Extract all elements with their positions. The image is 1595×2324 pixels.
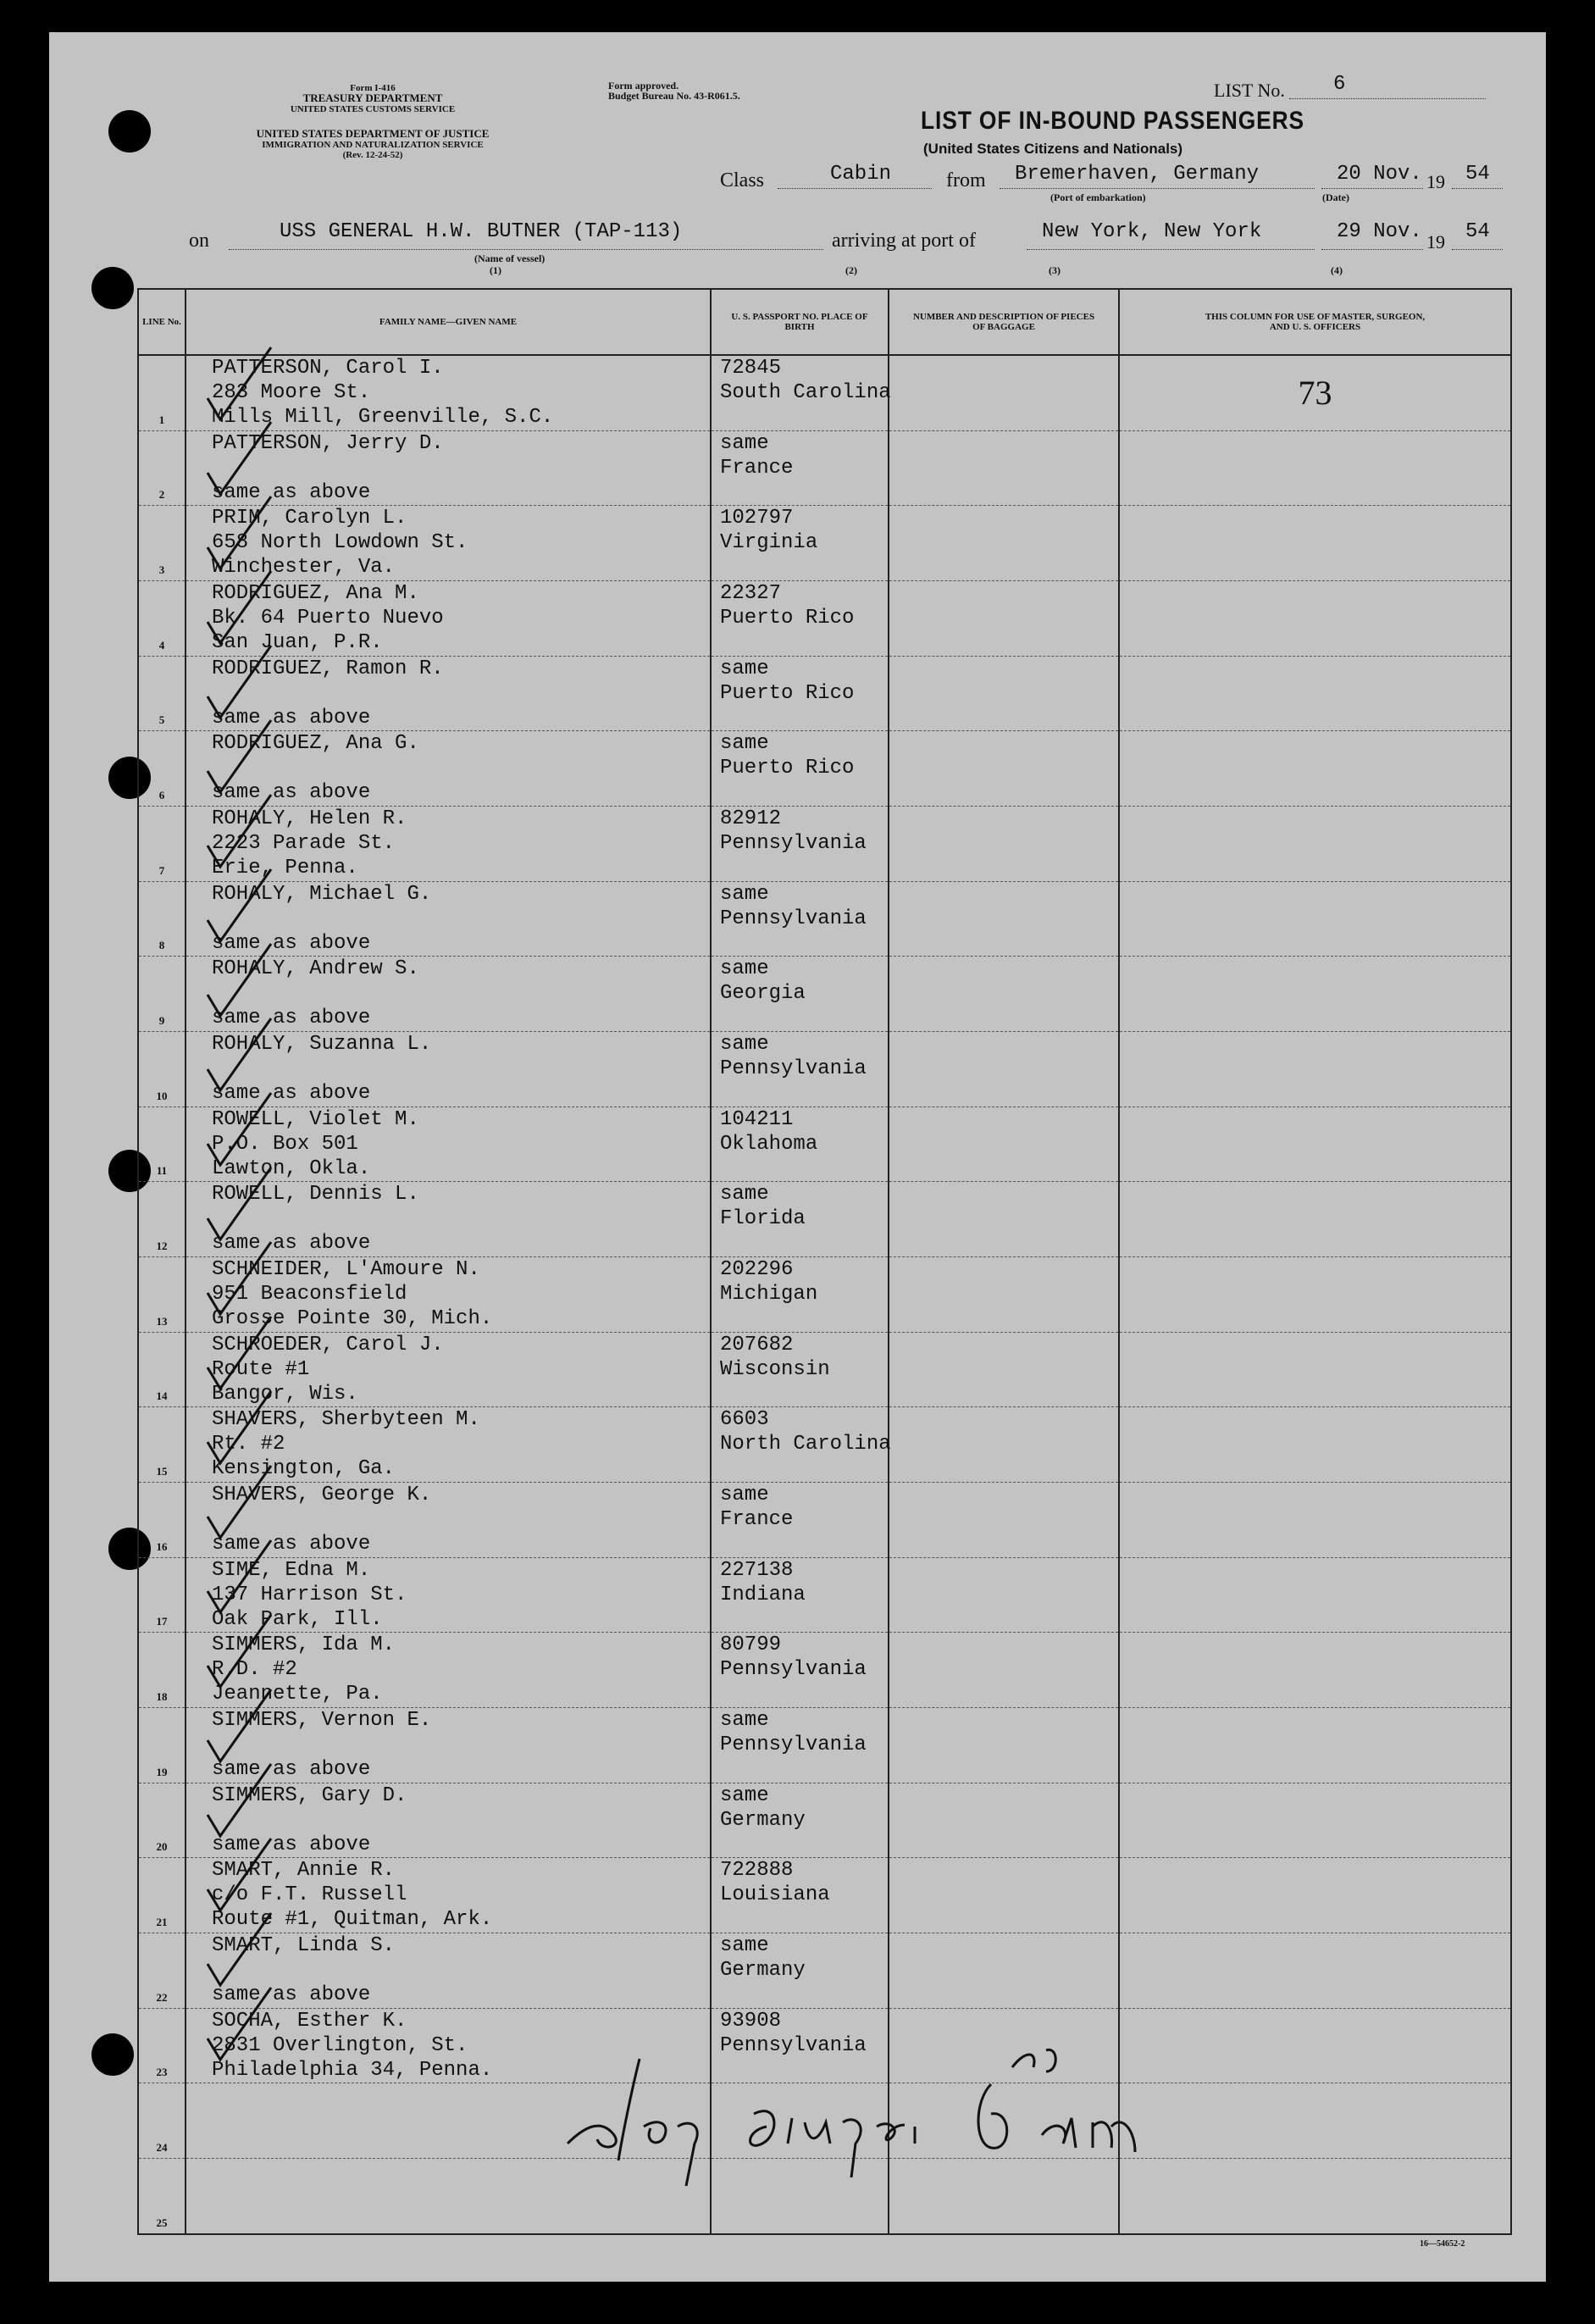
- line-number: 22: [138, 1933, 186, 2009]
- passenger-name: SIMMERS, Ida M.: [212, 1633, 396, 1657]
- passenger-address-line: 283 Moore St.: [212, 381, 371, 404]
- passport-birthplace: [711, 355, 889, 430]
- place-of-birth: North Carolina: [720, 1433, 891, 1456]
- passenger-name: PATTERSON, Carol I.: [212, 357, 444, 380]
- officer-cell: [1119, 807, 1511, 882]
- passport-number: 227138: [720, 1558, 794, 1582]
- officer-cell: [1119, 1708, 1511, 1783]
- passport-birthplace: [711, 430, 889, 506]
- place-of-birth: Pennsylvania: [720, 1057, 867, 1081]
- treasury-dept: TREASURY DEPARTMENT: [302, 92, 443, 104]
- place-of-birth: Virginia: [720, 531, 818, 555]
- arrival-port-line: [1027, 249, 1315, 250]
- passport-birthplace: [711, 1557, 889, 1633]
- baggage-cell: [889, 1332, 1119, 1407]
- arrival-year: 54: [1465, 220, 1490, 243]
- from-line: [1000, 188, 1315, 189]
- year-line: [1452, 188, 1503, 189]
- passport-number: 722888: [720, 1859, 794, 1883]
- class-label: Class: [720, 169, 765, 191]
- passenger-address-line: same as above: [212, 1533, 371, 1556]
- place-of-birth: Pennsylvania: [720, 1733, 867, 1757]
- passport-birthplace: [711, 1708, 889, 1783]
- officer-cell: [1119, 1257, 1511, 1333]
- passenger-address-line: Grosse Pointe 30, Mich.: [212, 1307, 493, 1331]
- passenger-name: SHAVERS, George K.: [212, 1484, 432, 1507]
- baggage-cell: [889, 506, 1119, 581]
- baggage-cell: [889, 656, 1119, 731]
- line-number: 20: [138, 1783, 186, 1858]
- passport-birthplace: [711, 1783, 889, 1858]
- customs-service: UNITED STATES CUSTOMS SERVICE: [290, 104, 456, 114]
- arrival-year-line: [1452, 249, 1503, 250]
- passenger-address-line: [212, 2208, 710, 2232]
- passport-birthplace: [711, 656, 889, 731]
- handwritten-signature: [551, 2033, 1177, 2194]
- place-of-birth: Florida: [720, 1207, 806, 1231]
- passport-number: same: [720, 1033, 769, 1057]
- place-of-birth: France: [720, 1508, 794, 1532]
- line-number: 21: [138, 1858, 186, 1933]
- line-number: 10: [138, 1032, 186, 1107]
- passenger-name: SHAVERS, Sherbyteen M.: [212, 1408, 480, 1432]
- passport-number: 202296: [720, 1258, 794, 1282]
- passenger-name: RODRIGUEZ, Ana M.: [212, 582, 419, 606]
- officer-cell: [1119, 1783, 1511, 1858]
- passenger-address-line: Lawton, Okla.: [212, 1156, 371, 1180]
- passport-number: same: [720, 1709, 769, 1733]
- place-of-birth: Pennsylvania: [720, 907, 867, 930]
- passenger-name: SOCHA, Esther K.: [212, 2009, 407, 2033]
- col-marker-4: (4): [1331, 264, 1343, 276]
- passenger-address-line: Route #1: [212, 1357, 310, 1381]
- passenger-address-line: San Juan, P.R.: [212, 631, 383, 655]
- passenger-address-line: 658 North Lowdown St.: [212, 531, 468, 555]
- passenger-address-line: Erie, Penna.: [212, 857, 358, 880]
- passenger-name: SCHROEDER, Carol J.: [212, 1333, 444, 1356]
- baggage-cell: [889, 731, 1119, 807]
- officer-cell: [1119, 1332, 1511, 1407]
- passenger-name: RODRIGUEZ, Ramon R.: [212, 657, 444, 680]
- passenger-name: PATTERSON, Jerry D.: [212, 431, 444, 455]
- officer-cell: [1119, 957, 1511, 1032]
- col-marker-2: (2): [845, 264, 857, 276]
- passenger-address-line: Oak Park, Ill.: [212, 1607, 383, 1631]
- passport-birthplace: [711, 1407, 889, 1483]
- line-number: 19: [138, 1708, 186, 1783]
- passport-number: same: [720, 957, 769, 981]
- list-no-label: LIST No.: [1214, 80, 1285, 101]
- passport-number: 72845: [720, 357, 782, 380]
- place-of-birth: Georgia: [720, 982, 806, 1006]
- place-of-birth: South Carolina: [720, 381, 891, 404]
- line-number: 16: [138, 1483, 186, 1558]
- place-of-birth: France: [720, 456, 794, 480]
- officer-cell: [1119, 2083, 1511, 2159]
- passenger-address-line: same as above: [212, 1007, 371, 1030]
- passenger-address-line: same as above: [212, 480, 371, 504]
- on-label: on: [189, 230, 209, 252]
- officer-count: 73: [1119, 355, 1511, 430]
- header-name: FAMILY NAME—GIVEN NAME: [186, 289, 711, 355]
- place-of-birth: Michigan: [720, 1283, 818, 1306]
- passenger-address-line: Kensington, Ga.: [212, 1457, 396, 1481]
- baggage-cell: [889, 1933, 1119, 2009]
- passport-birthplace: [711, 1858, 889, 1933]
- header-line-no: LINE No.: [138, 289, 186, 355]
- officer-cell: [1119, 1407, 1511, 1483]
- officer-cell: [1119, 1107, 1511, 1182]
- passenger-address-line: Philadelphia 34, Penna.: [212, 2058, 493, 2082]
- line-number: 12: [138, 1182, 186, 1257]
- passenger-address-line: 137 Harrison St.: [212, 1583, 407, 1606]
- officer-cell: [1119, 656, 1511, 731]
- place-of-birth: Germany: [720, 1808, 806, 1832]
- officer-cell: [1119, 2159, 1511, 2234]
- form-number: Form I-416: [350, 83, 396, 93]
- place-of-birth: Pennsylvania: [720, 832, 867, 856]
- arrival-port: New York, New York: [1042, 220, 1262, 243]
- depart-year: 54: [1465, 163, 1490, 186]
- passenger-address-line: same as above: [212, 781, 371, 805]
- col-marker-1: (1): [490, 264, 501, 276]
- passport-number: same: [720, 882, 769, 906]
- baggage-cell: [889, 1257, 1119, 1333]
- date-line: [1321, 188, 1423, 189]
- list-no-line: [1289, 98, 1486, 99]
- line-number: 7: [138, 807, 186, 882]
- place-of-birth: Indiana: [720, 1583, 806, 1606]
- passport-number: same: [720, 657, 769, 680]
- passport-number: 207682: [720, 1333, 794, 1356]
- form-approved: Form approved.: [608, 80, 679, 92]
- class-line: [778, 188, 932, 189]
- officer-cell: [1119, 1032, 1511, 1107]
- baggage-cell: [889, 430, 1119, 506]
- depart-day: 20 Nov.: [1337, 163, 1422, 186]
- place-of-birth: Pennsylvania: [720, 2033, 867, 2057]
- baggage-cell: [889, 1483, 1119, 1558]
- baggage-cell: [889, 581, 1119, 657]
- officer-cell: [1119, 1858, 1511, 1933]
- line-number: 11: [138, 1107, 186, 1182]
- passport-birthplace: [711, 881, 889, 957]
- class-value: Cabin: [830, 163, 892, 186]
- passenger-address-line: Bangor, Wis.: [212, 1382, 358, 1406]
- passport-birthplace: [711, 1107, 889, 1182]
- passport-number: 22327: [720, 582, 782, 606]
- passenger-address-line: 2831 Overlington, St.: [212, 2033, 468, 2057]
- arrival-date-line: [1321, 249, 1423, 250]
- passenger-address-line: Route #1, Quitman, Ark.: [212, 1908, 493, 1932]
- passenger-address-line: same as above: [212, 1232, 371, 1256]
- place-of-birth: Wisconsin: [720, 1357, 830, 1381]
- line-number: 15: [138, 1407, 186, 1483]
- line-number: 2: [138, 430, 186, 506]
- baggage-cell: [889, 1182, 1119, 1257]
- line-number: 13: [138, 1257, 186, 1333]
- passport-number: same: [720, 732, 769, 756]
- line-number: 23: [138, 2008, 186, 2083]
- vessel-line: [229, 249, 823, 250]
- page-title: LIST OF IN-BOUND PASSENGERS: [921, 107, 1305, 135]
- line-number: 5: [138, 656, 186, 731]
- line-number: 1: [138, 355, 186, 430]
- passport-number: same: [720, 1934, 769, 1958]
- passport-birthplace: [711, 1182, 889, 1257]
- line-number: 9: [138, 957, 186, 1032]
- line-number: 14: [138, 1332, 186, 1407]
- officer-cell: [1119, 881, 1511, 957]
- passport-number: same: [720, 1183, 769, 1206]
- justice-dept: UNITED STATES DEPARTMENT OF JUSTICE: [256, 127, 490, 140]
- binder-hole: [91, 2033, 134, 2076]
- col-marker-3: (3): [1049, 264, 1061, 276]
- from-label: from: [946, 169, 986, 191]
- passport-number: 82912: [720, 807, 782, 831]
- passenger-address-line: Rt. #2: [212, 1433, 285, 1456]
- officer-cell: [1119, 1557, 1511, 1633]
- passport-birthplace: [711, 506, 889, 581]
- passport-number: same: [720, 1484, 769, 1507]
- passport-birthplace: [711, 1633, 889, 1708]
- passenger-name: ROWELL, Dennis L.: [212, 1183, 419, 1206]
- baggage-cell: [889, 1708, 1119, 1783]
- line-number: 8: [138, 881, 186, 957]
- passenger-name: SIMMERS, Gary D.: [212, 1783, 407, 1807]
- passenger-address-line: c/o F.T. Russell: [212, 1883, 407, 1907]
- baggage-cell: [889, 881, 1119, 957]
- passenger-name: SMART, Linda S.: [212, 1934, 396, 1958]
- passenger-name: ROWELL, Violet M.: [212, 1107, 419, 1131]
- passport-birthplace: [711, 1257, 889, 1333]
- page-subtitle: (United States Citizens and Nationals): [923, 141, 1183, 157]
- place-of-birth: Puerto Rico: [720, 681, 855, 705]
- officer-cell: [1119, 1933, 1511, 2009]
- passenger-address-line: Winchester, Va.: [212, 556, 396, 580]
- header-officers: THIS COLUMN FOR USE OF MASTER, SURGEON, AND U. S. OFFICERS: [1119, 289, 1511, 355]
- officer-cell: [1119, 731, 1511, 807]
- baggage-cell: [889, 1107, 1119, 1182]
- line-number: 24: [138, 2083, 186, 2159]
- passport-birthplace: [711, 581, 889, 657]
- vessel-name: USS GENERAL H.W. BUTNER (TAP-113): [280, 220, 683, 243]
- checkmarks: [186, 339, 356, 2118]
- binder-hole: [108, 110, 151, 153]
- passenger-address-line: same as above: [212, 931, 371, 955]
- passenger-name: PRIM, Carolyn L.: [212, 507, 407, 530]
- baggage-cell: [889, 807, 1119, 882]
- passport-birthplace: [711, 1933, 889, 2009]
- baggage-cell: [889, 957, 1119, 1032]
- line-number: 18: [138, 1633, 186, 1708]
- passport-number: 102797: [720, 507, 794, 530]
- port-caption: (Port of embarkation): [1050, 191, 1146, 203]
- passport-number: same: [720, 431, 769, 455]
- officer-cell: [1119, 1182, 1511, 1257]
- passenger-name: SIME, Edna M.: [212, 1558, 371, 1582]
- baggage-cell: [889, 1407, 1119, 1483]
- passport-number: 93908: [720, 2009, 782, 2033]
- form-print-code: 16—54652-2: [1420, 2239, 1465, 2249]
- passenger-address-line: Bk. 64 Puerto Nuevo: [212, 607, 444, 630]
- passport-number: same: [720, 1783, 769, 1807]
- baggage-cell: [889, 1858, 1119, 1933]
- passenger-address-line: 2223 Parade St.: [212, 832, 396, 856]
- officer-cell: [1119, 506, 1511, 581]
- officer-cell: [1119, 430, 1511, 506]
- baggage-cell: [889, 355, 1119, 430]
- passenger-name: SCHNEIDER, L'Amoure N.: [212, 1258, 480, 1282]
- line-number: 3: [138, 506, 186, 581]
- passenger-address-line: P.O. Box 501: [212, 1132, 358, 1156]
- baggage-cell: [889, 1633, 1119, 1708]
- header-passport: U. S. PASSPORT NO. PLACE OF BIRTH: [711, 289, 889, 355]
- passport-birthplace: [711, 731, 889, 807]
- place-of-birth: Puerto Rico: [720, 757, 855, 780]
- passport-birthplace: [711, 1032, 889, 1107]
- place-of-birth: Louisiana: [720, 1883, 830, 1907]
- passport-number: 6603: [720, 1408, 769, 1432]
- passenger-name: SIMMERS, Vernon E.: [212, 1709, 432, 1733]
- passenger-address-line: 951 Beaconsfield: [212, 1283, 407, 1306]
- place-of-birth: Puerto Rico: [720, 607, 855, 630]
- passport-birthplace: [711, 1483, 889, 1558]
- arriving-label: arriving at port of: [832, 230, 976, 252]
- arrival-day: 29 Nov.: [1337, 220, 1422, 243]
- passenger-name: ROHALY, Michael G.: [212, 882, 432, 906]
- baggage-cell: [889, 1032, 1119, 1107]
- line-number: 17: [138, 1557, 186, 1633]
- passport-number: 104211: [720, 1107, 794, 1131]
- embark-port: Bremerhaven, Germany: [1015, 163, 1260, 186]
- vessel-caption: (Name of vessel): [474, 252, 546, 264]
- binder-hole: [91, 267, 134, 309]
- passport-number: 80799: [720, 1633, 782, 1657]
- line-number: 6: [138, 731, 186, 807]
- list-no-value: 6: [1333, 73, 1346, 96]
- passenger-address-line: same as above: [212, 1082, 371, 1106]
- line-number: 4: [138, 581, 186, 657]
- passenger-address-line: Mills Mill, Greenville, S.C.: [212, 406, 554, 429]
- passport-birthplace: [711, 807, 889, 882]
- passport-birthplace: [711, 957, 889, 1032]
- date-caption: (Date): [1322, 191, 1349, 203]
- officer-cell: [1119, 1633, 1511, 1708]
- officer-cell: [1119, 581, 1511, 657]
- officer-cell: [1119, 2008, 1511, 2083]
- passenger-address-line: same as above: [212, 1833, 371, 1856]
- passenger-name: RODRIGUEZ, Ana G.: [212, 732, 419, 756]
- arrival-year-prefix: 19: [1426, 231, 1445, 252]
- passenger-address-line: same as above: [212, 706, 371, 729]
- passenger-address-line: same as above: [212, 1758, 371, 1782]
- budget-bureau: Budget Bureau No. 43-R061.5.: [608, 90, 740, 102]
- baggage-cell: [889, 1557, 1119, 1633]
- line-number: 25: [138, 2159, 186, 2234]
- passenger-name: ROHALY, Helen R.: [212, 807, 407, 831]
- passenger-name: ROHALY, Andrew S.: [212, 957, 419, 981]
- passenger-address-line: Jeannette, Pa.: [212, 1683, 383, 1706]
- place-of-birth: Pennsylvania: [720, 1658, 867, 1682]
- ins-service: IMMIGRATION AND NATURALIZATION SERVICE: [262, 140, 484, 150]
- passenger-address-line: same as above: [212, 1983, 371, 2007]
- passport-birthplace: [711, 1332, 889, 1407]
- passenger-name: ROHALY, Suzanna L.: [212, 1033, 432, 1057]
- officer-cell: [1119, 1483, 1511, 1558]
- form-revision: (Rev. 12-24-52): [342, 150, 403, 160]
- passenger-address-line: R.D. #2: [212, 1658, 297, 1682]
- header-baggage: NUMBER AND DESCRIPTION OF PIECES OF BAGGAGE: [889, 289, 1119, 355]
- place-of-birth: Oklahoma: [720, 1132, 818, 1156]
- baggage-cell: [889, 1783, 1119, 1858]
- passenger-name: SMART, Annie R.: [212, 1859, 396, 1883]
- depart-year-prefix: 19: [1426, 171, 1445, 192]
- checkmark-strokes: [208, 347, 271, 2060]
- place-of-birth: Germany: [720, 1959, 806, 1983]
